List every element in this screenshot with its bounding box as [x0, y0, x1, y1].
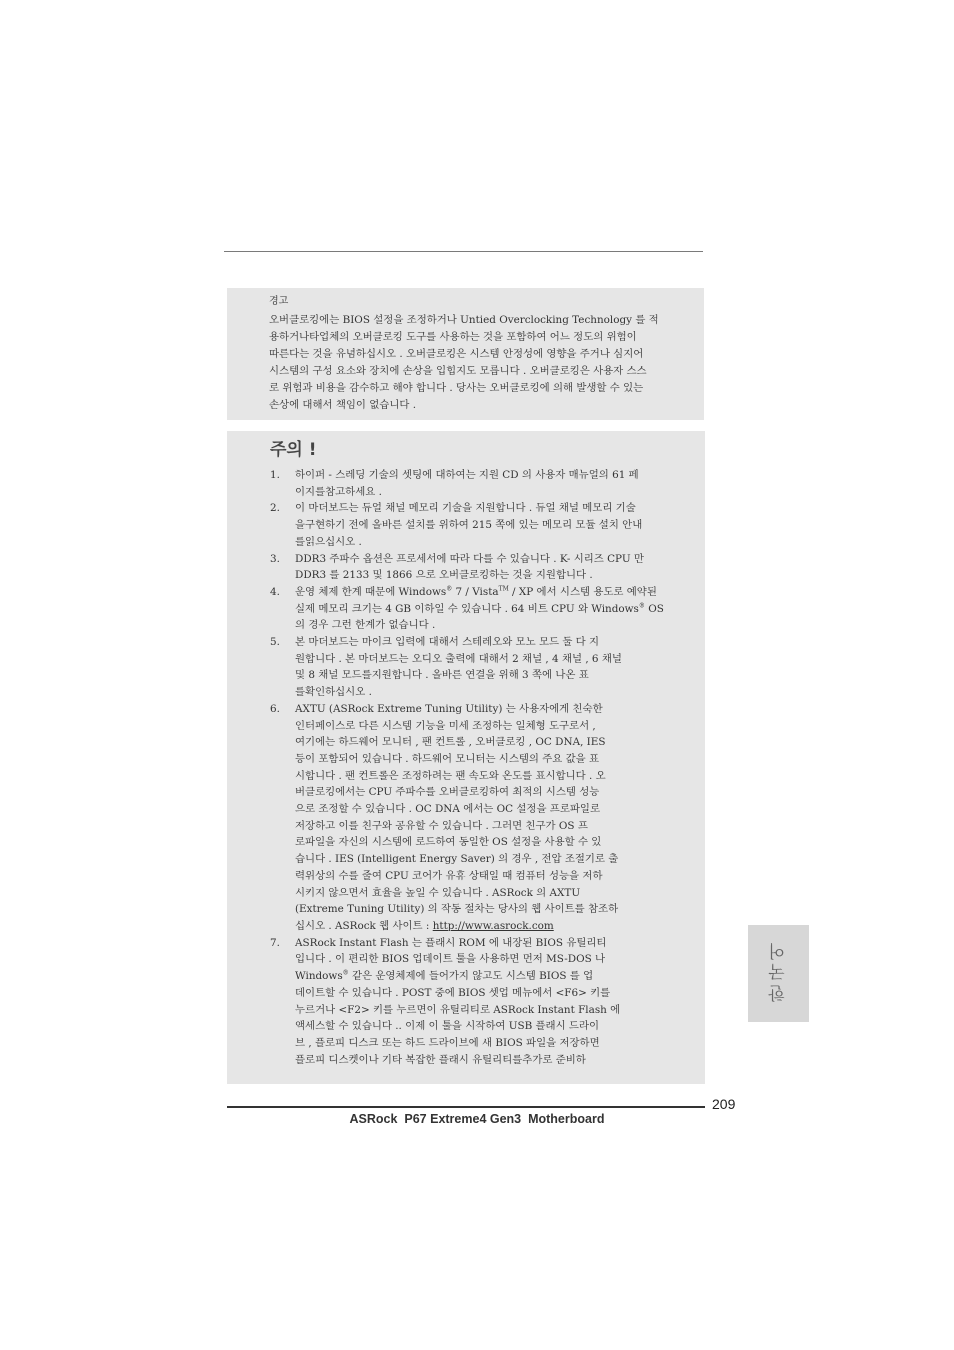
item-number: 7. — [270, 936, 280, 949]
caution-item-5 — [270, 634, 695, 701]
item-text-part: ASRock Instant Flash 는 플래시 ROM 에 내장된 BIOS 유틸리티 — [295, 936, 607, 949]
trademark-mark: TM — [498, 585, 509, 593]
item-text-part: 같은 운영체제에 들어가지 않고도 시스템 BIOS 를 업 — [348, 970, 594, 983]
item-text — [295, 584, 664, 634]
item-text-part: AXTU (ASRock Extreme Tuning Utility) 는 사용자에게 친숙한 인터페이스로 다른 시스템 기능을 미세 조정하는 일체형 도구로서 , 여기에는 하드웨어 모니터 , 팬 컨트롤 , 오버클로킹 , OC DNA, IES 등이 포함되어 있습니다 . 하드웨어 모니터는 시스템의 주요 값을 표 시합니다 . 팬 컨트롤은 조정하려는 팬 속도와 온도를 표시합니다 . 오 버클로킹에서는 CPU 주파수를 오버클로킹하여 최적의 시스템 성능 으로 조정할 수 있습니다 . OC DNA 에서는 OC 설정을 프로파일로 저장하고 이를 친구와 공유할 수 있습니다 . 그러면 친구가 OS 프 로파일을 자신의 시스템에 로드하여 동일한 OS 설정을 사용할 수 있 습니다 . IES (Intelligent Energy Saver) 의 경우 , 전압 조절기로 출 력위상의 수를 줄여 CPU 코어가 유휴 상태일 때 컴퓨터 성능을 저하 시키지 않으면서 효율을 높일 수 있습니다 . ASRock 의 AXTU (Extreme Tuning Utility) 의 작동 절차는 당사의 웹 사이트를 참조하 — [295, 702, 619, 916]
item-text: DDR3 주파수 옵션은 프로세서에 따라 다를 수 있습니다 . K- 시리즈 CPU 만 DDR3 를 2133 및 1866 으로 오버클로킹하는 것을 지원합니다 . — [295, 552, 644, 582]
registered-mark: ® — [638, 602, 645, 610]
top-divider — [224, 251, 703, 252]
item-text — [295, 701, 618, 935]
item-number: 5. — [270, 636, 280, 649]
item-text-part: 의 경우 그런 한계가 없습니다 . — [295, 619, 436, 632]
caution-item-6 — [270, 701, 695, 935]
language-tab-label: 한국어 — [769, 939, 789, 1002]
item-text-part: 데이트할 수 있습니다 . POST 중에 BIOS 셋업 메뉴에서 <F6> 키를 누르거나 <F2> 키를 누르면이 유틸리티로 ASRock Instant Flash 에 액세스할 수 있습니다 .. 이제 이 툴을 시작하여 USB 플래시 드라이 브 , 플로피 디스크 또는 하드 드라이브에 새 BIOS 파일을 저장하면 플로피 디스켓이나 기타 복잡한 플래시 유틸리티를추가로 준비하 — [295, 986, 621, 1066]
item-text-part: / XP 에서 시스템 용도로 예약된 — [508, 585, 657, 598]
item-text: 하이퍼 - 스레딩 기술의 셋팅에 대하여는 지원 CD 의 사용자 매뉴얼의 61 페 이지를참고하세요 . — [295, 469, 639, 498]
footer-divider — [227, 1106, 705, 1108]
warning-title: 경고 — [269, 296, 289, 307]
caution-item-2 — [270, 500, 695, 550]
warning-body: 오버클로킹에는 BIOS 설정을 조정하거나 Untied Overclocking Technology 를 적 용하거나타업체의 오버클로킹 도구를 사용하는 것을 포함하여 어느 정도의 위험이 따른다는 것을 유념하십시오 . 오버클로킹은 시스템 안정성에 영향을 주거나 심지어 시스템의 구성 요소와 장치에 손상을 입힙지도 모릅니다 . 오버클로킹은 사용자 스스 로 위험과 비용을 감수하고 해야 합니다 . 당사는 오버클로킹에 의해 발생할 수 있는 손상에 대해서 책임이 없습니다 . — [269, 314, 659, 411]
footer-title: ASRock P67 Extreme4 Gen3 Motherboard — [349, 1112, 605, 1126]
language-tab — [748, 925, 809, 1022]
item-text — [295, 935, 620, 1069]
registered-mark: ® — [342, 969, 349, 977]
registered-mark: ® — [446, 585, 453, 593]
caution-item-3 — [270, 551, 695, 584]
page-number: 209 — [712, 1096, 736, 1112]
item-text-part: 입니다 . 이 편리한 BIOS 업데이트 툴을 사용하면 먼저 MS-DOS 나 — [295, 953, 606, 966]
item-text-part: 실제 메모리 크기는 4 GB 이하일 수 있습니다 . 64 비트 CPU 와 Windows — [295, 602, 639, 615]
asrock-website-link[interactable]: http://www.asrock.com — [432, 919, 554, 932]
item-text-part: 운영 체제 한계 때문에 Windows — [295, 585, 447, 598]
caution-list — [270, 467, 695, 1068]
item-number: 3. — [270, 552, 280, 565]
item-number: 6. — [270, 702, 280, 715]
item-text-part: 십시오 . ASRock 웹 사이트 : — [295, 919, 433, 932]
item-text-part: 7 / Vista — [452, 585, 499, 598]
caution-box — [227, 431, 705, 1084]
item-number: 1. — [270, 469, 280, 481]
item-text-part: Windows — [295, 970, 343, 983]
warning-box — [227, 288, 704, 420]
item-text-part: OS — [644, 602, 664, 615]
item-number: 4. — [270, 585, 280, 598]
item-text: 이 마더보드는 듀얼 채널 메모리 기술을 지원합니다 . 듀얼 채널 메모리 기술 을구현하기 전에 올바른 설치를 위하여 215 쪽에 있는 메모리 모듈 설치 안내 를읽으십시오 . — [295, 502, 643, 548]
caution-title: 주의 ! — [270, 440, 317, 460]
item-number: 2. — [270, 502, 280, 515]
caution-item-1 — [270, 467, 695, 500]
caution-item-7 — [270, 935, 695, 1069]
caution-item-4 — [270, 584, 695, 634]
item-text: 본 마더보드는 마이크 입력에 대해서 스테레오와 모노 모드 둘 다 지 원합니다 . 본 마더보드는 오디오 출력에 대해서 2 채널 , 4 채널 , 6 채널 및 8 채널 모드를지원합니다 . 올바른 연결을 위해 3 쪽에 나온 표 를확인하십시오 . — [295, 636, 622, 699]
